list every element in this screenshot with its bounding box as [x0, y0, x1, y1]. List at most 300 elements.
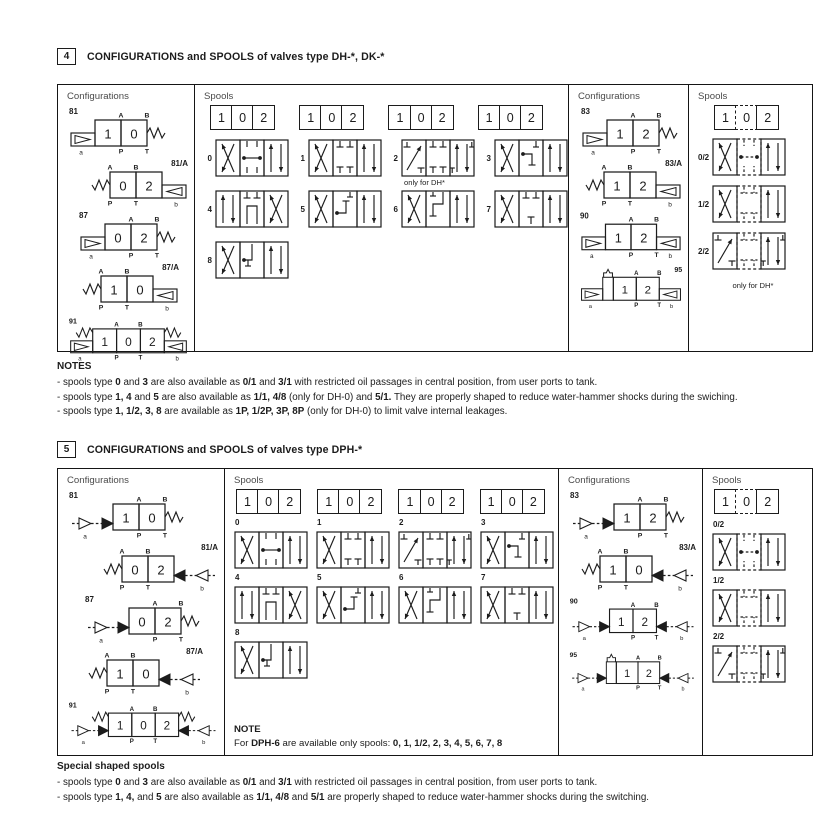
position-cell: 2	[520, 105, 543, 130]
position-cell: 0	[338, 489, 361, 514]
spool-item-6	[390, 190, 475, 228]
svg-text:B: B	[654, 601, 659, 609]
svg-text:1: 1	[613, 178, 621, 194]
spool-item-5	[297, 190, 382, 228]
position-cell: 1	[299, 105, 322, 130]
position-cell: 2	[252, 105, 275, 130]
spool-item-1-2	[698, 185, 808, 223]
section5-right-spools-title: Spools	[712, 475, 742, 486]
spool-item-2-2	[698, 232, 808, 270]
valve-config-90	[568, 593, 698, 645]
svg-text:A: A	[119, 548, 125, 556]
valve-config-diagram	[568, 489, 690, 541]
svg-text:91: 91	[68, 700, 77, 710]
section5-note-title: NOTE	[234, 724, 261, 736]
spool-number: 0	[207, 153, 212, 163]
svg-text:P: P	[630, 634, 636, 642]
svg-text:a: a	[81, 740, 85, 747]
svg-text:P: P	[104, 688, 109, 696]
spool-number: 2/2	[713, 632, 725, 641]
section5-header	[57, 441, 362, 458]
note-text-run: 3/1	[278, 777, 292, 788]
spool-symbol-diagram	[712, 185, 786, 223]
spool-symbol-diagram	[494, 139, 568, 177]
position-cell: 2	[522, 489, 545, 514]
svg-text:A: A	[107, 164, 113, 172]
valve-config-diagram	[579, 105, 683, 157]
svg-text:a: a	[581, 686, 585, 693]
svg-text:P: P	[630, 148, 636, 156]
valve-config-81-A	[67, 541, 220, 593]
spool-note: only for DH*	[404, 178, 445, 187]
valve-config-83	[578, 105, 684, 157]
svg-text:T: T	[657, 685, 662, 692]
spool-item-2	[398, 518, 472, 569]
svg-text:b: b	[668, 201, 672, 209]
svg-text:a: a	[83, 533, 87, 541]
position-cell: 2	[278, 489, 301, 514]
spool-number: 6	[399, 573, 404, 582]
note-text-run: 3	[142, 777, 148, 788]
note-text-run: (only for DH-0) to limit valve internal leakages.	[304, 406, 508, 418]
note-line	[57, 776, 815, 791]
svg-text:1: 1	[624, 668, 631, 681]
svg-text:0: 0	[113, 230, 122, 246]
svg-text:0: 0	[137, 614, 146, 630]
svg-text:B: B	[144, 112, 150, 120]
svg-text:T: T	[130, 688, 135, 696]
svg-text:a: a	[98, 637, 103, 645]
position-cell: 0	[735, 489, 758, 514]
note-text-run: 3	[142, 377, 148, 388]
spool-item-8	[204, 241, 289, 279]
valve-config-diagram	[580, 157, 684, 209]
note-text-run: 1, 4,	[115, 791, 135, 803]
spool-item-5	[316, 573, 390, 624]
position-cell: 1	[398, 489, 421, 514]
note-line	[57, 791, 815, 806]
svg-text:A: A	[630, 112, 636, 120]
svg-text:1: 1	[109, 282, 118, 298]
svg-text:83/A: 83/A	[665, 159, 682, 168]
position-cell: 0	[501, 489, 524, 514]
section5-spools-column	[224, 469, 558, 755]
svg-text:a: a	[589, 253, 594, 261]
note-text-run: - spools type	[57, 406, 116, 418]
section4-number-box: 4	[57, 48, 76, 65]
svg-text:P: P	[634, 302, 639, 309]
svg-text:a: a	[88, 253, 93, 261]
spool-item-3	[480, 518, 554, 569]
spool-number: 0/2	[698, 152, 710, 162]
valve-config-87	[67, 593, 220, 645]
svg-text:b: b	[681, 686, 685, 693]
section4-left-configs	[67, 105, 190, 365]
svg-text:83: 83	[581, 107, 590, 116]
spool-row	[204, 190, 564, 228]
spool-symbol-diagram	[712, 533, 786, 571]
svg-text:2: 2	[149, 334, 156, 349]
spool-item-0	[234, 518, 308, 569]
svg-text:0: 0	[119, 178, 127, 194]
note-text-run: and	[256, 377, 279, 388]
spool-row	[234, 628, 554, 679]
svg-text:0: 0	[141, 666, 150, 682]
svg-text:A: A	[118, 112, 124, 120]
svg-text:0: 0	[135, 282, 144, 298]
svg-text:T: T	[138, 354, 143, 362]
svg-text:91: 91	[68, 316, 77, 326]
svg-text:2: 2	[163, 614, 172, 630]
valve-config-81	[67, 489, 220, 541]
spool-row	[204, 139, 564, 187]
valve-config-95	[578, 261, 684, 313]
note-text-run: with restricted oil passages in central position, from user ports to tank.	[291, 377, 598, 388]
valve-config-83-A	[568, 541, 698, 593]
svg-text:B: B	[162, 496, 168, 504]
section5-left-configs	[67, 489, 220, 749]
svg-text:P: P	[636, 685, 640, 692]
svg-text:0: 0	[148, 510, 156, 526]
spool-item-1	[316, 518, 390, 569]
svg-text:2: 2	[139, 230, 148, 246]
svg-text:P: P	[601, 200, 607, 208]
section5-number-box: 5	[57, 441, 76, 458]
svg-text:A: A	[104, 652, 109, 660]
svg-text:a: a	[582, 636, 586, 643]
svg-text:B: B	[124, 268, 129, 276]
svg-text:1: 1	[621, 284, 629, 297]
svg-text:0: 0	[140, 719, 147, 733]
svg-text:0: 0	[131, 562, 139, 578]
spool-symbol-diagram	[234, 531, 308, 569]
spool-number: 8	[207, 255, 212, 265]
note-text-run: For	[234, 738, 252, 750]
note-text-run: 0, 1, 1/2, 2, 3, 4, 5, 6, 7, 8	[392, 738, 503, 750]
position-cell: 1	[210, 105, 233, 130]
section4-panel	[57, 84, 813, 363]
svg-text:P: P	[118, 148, 124, 156]
svg-text:1: 1	[115, 666, 124, 682]
note-text-run: - spools type	[57, 791, 116, 803]
note-line	[57, 376, 815, 391]
spool-symbol-diagram	[215, 190, 289, 228]
svg-text:T: T	[663, 532, 669, 540]
svg-text:b: b	[680, 636, 684, 643]
spool-symbol-diagram	[401, 190, 475, 228]
spool-number: 6	[393, 204, 398, 214]
svg-text:A: A	[630, 601, 636, 609]
position-cell: 2	[359, 489, 382, 514]
spool-symbol-diagram	[398, 531, 472, 569]
note-text-run: are also available as	[158, 391, 254, 403]
svg-text:B: B	[154, 216, 159, 224]
spool-item-0	[204, 139, 289, 177]
spool-symbol-diagram	[308, 190, 382, 228]
spool-number: 1	[300, 153, 305, 163]
svg-text:B: B	[152, 705, 158, 713]
valve-config-diagram	[67, 313, 190, 365]
note-text-run: and	[131, 391, 154, 403]
svg-text:83/A: 83/A	[679, 543, 696, 552]
position-cell: 0	[410, 105, 433, 130]
valve-config-83	[568, 489, 698, 541]
position-header-102	[478, 105, 543, 130]
position-cell: 0	[420, 489, 443, 514]
section5-right-spools-column	[702, 469, 812, 755]
svg-text:P: P	[136, 532, 142, 540]
svg-text:A: A	[114, 321, 119, 329]
svg-text:T: T	[154, 252, 159, 260]
spool-symbol-diagram	[316, 586, 390, 624]
svg-text:b: b	[200, 585, 204, 593]
svg-text:1: 1	[116, 719, 124, 733]
valve-config-81	[67, 105, 190, 157]
spool-number: 2	[393, 153, 398, 163]
svg-text:B: B	[145, 548, 151, 556]
valve-config-90	[578, 209, 684, 261]
svg-text:B: B	[130, 652, 135, 660]
note-text-run: 1, 1/2, 3, 8	[115, 406, 162, 418]
position-header-102	[398, 489, 463, 514]
svg-text:a: a	[79, 149, 83, 157]
spool-row	[234, 518, 554, 569]
valve-config-diagram	[98, 541, 220, 593]
svg-text:T: T	[654, 634, 659, 642]
svg-text:A: A	[98, 268, 103, 276]
spool-number: 3	[481, 518, 486, 527]
svg-text:2: 2	[644, 284, 651, 297]
svg-text:2: 2	[641, 615, 649, 629]
section4-notes-lines	[57, 376, 815, 420]
svg-text:T: T	[133, 200, 139, 208]
svg-text:B: B	[657, 271, 662, 278]
svg-text:T: T	[627, 200, 633, 208]
valve-config-diagram	[576, 541, 698, 593]
spool-symbol-diagram	[712, 589, 786, 627]
spool-symbol-diagram	[712, 645, 786, 683]
svg-text:P: P	[98, 304, 103, 312]
svg-text:0: 0	[635, 562, 643, 578]
valve-config-83-A	[578, 157, 684, 209]
position-cell: 2	[756, 105, 779, 130]
section5-right-position-header	[712, 489, 808, 514]
note-text-run: 5/1.	[375, 391, 392, 403]
svg-text:A: A	[152, 600, 157, 608]
valve-config-diagram	[568, 645, 698, 697]
position-cell: 0	[320, 105, 343, 130]
spool-symbol-diagram	[308, 139, 382, 177]
svg-text:B: B	[663, 496, 669, 504]
note-text-run: 1/1, 4/8	[253, 391, 287, 403]
svg-text:87/A: 87/A	[185, 647, 203, 656]
spool-item-8	[234, 628, 308, 679]
svg-text:B: B	[654, 216, 659, 224]
valve-config-91	[67, 313, 190, 365]
svg-text:1: 1	[614, 230, 622, 246]
svg-text:A: A	[635, 655, 641, 662]
svg-text:A: A	[597, 548, 603, 556]
svg-text:1: 1	[104, 126, 112, 142]
spool-number: 1/2	[713, 576, 725, 585]
note-text-run: 5	[153, 391, 159, 403]
note-text-run: - spools type	[57, 377, 116, 388]
section5-bottom-notes-title: Special shaped spools	[57, 761, 165, 772]
svg-text:P: P	[107, 200, 113, 208]
svg-text:P: P	[128, 252, 133, 260]
svg-text:P: P	[114, 354, 119, 362]
svg-text:a: a	[591, 149, 595, 157]
position-header-102	[317, 489, 382, 514]
note-text-run: are also available as	[147, 377, 243, 388]
spool-number: 1	[317, 518, 322, 527]
svg-text:T: T	[656, 148, 662, 156]
spool-number: 2/2	[698, 246, 710, 256]
note-text-run: 3/1	[278, 377, 292, 388]
section5-left-configs-column	[58, 469, 224, 755]
svg-text:1: 1	[122, 510, 130, 526]
section5-right-spools	[712, 520, 808, 688]
spool-symbol-diagram	[480, 531, 554, 569]
section4-notes-title: NOTES	[57, 361, 92, 372]
svg-text:b: b	[678, 585, 682, 593]
svg-text:A: A	[601, 164, 607, 172]
note-text-run: 5/1	[310, 791, 325, 803]
svg-text:B: B	[133, 164, 139, 172]
spool-number: 1/2	[698, 199, 710, 209]
spool-number: 4	[235, 573, 240, 582]
svg-text:2: 2	[163, 719, 171, 733]
spool-number: 7	[486, 204, 491, 214]
svg-text:A: A	[129, 705, 135, 713]
section5-right-configs-column	[558, 469, 702, 755]
section4-left-configs-column	[58, 85, 194, 363]
valve-config-87-A	[67, 261, 190, 313]
note-text-run: 0/1	[242, 777, 257, 788]
spool-symbol-diagram	[215, 241, 289, 279]
spool-item-2-2	[712, 632, 808, 683]
svg-text:2: 2	[645, 668, 652, 681]
spool-number: 2	[399, 518, 404, 527]
note-text-run: 0	[115, 377, 121, 388]
svg-text:0: 0	[130, 126, 138, 142]
position-cell: 2	[341, 105, 364, 130]
section5-note-line	[234, 737, 554, 751]
svg-text:T: T	[178, 636, 183, 644]
svg-text:P: P	[628, 252, 634, 260]
valve-config-87-A	[67, 645, 220, 697]
svg-text:T: T	[623, 584, 629, 592]
section5-position-headers	[234, 489, 554, 514]
valve-config-diagram	[67, 489, 189, 541]
section5-spools-grid	[234, 518, 554, 683]
valve-config-95	[568, 645, 698, 697]
svg-text:87: 87	[78, 211, 88, 220]
svg-text:b: b	[174, 201, 178, 209]
note-text-run: 5	[156, 791, 162, 803]
svg-text:90: 90	[579, 211, 589, 221]
svg-text:b: b	[670, 303, 674, 310]
svg-text:1: 1	[616, 126, 624, 142]
spool-number: 5	[300, 204, 305, 214]
spool-number: 0/2	[713, 520, 725, 529]
spool-number: 7	[481, 573, 486, 582]
section4-right-spools-note: only for DH*	[732, 281, 774, 290]
spool-symbol-diagram	[494, 190, 568, 228]
position-cell: 1	[714, 105, 737, 130]
section4-header	[57, 48, 384, 65]
section5-left-configs-title: Configurations	[67, 475, 129, 486]
svg-text:90: 90	[569, 596, 578, 606]
svg-text:P: P	[129, 738, 134, 746]
svg-text:87: 87	[84, 595, 94, 604]
svg-text:T: T	[654, 252, 659, 260]
svg-text:81: 81	[69, 491, 78, 500]
section4-right-spools-column	[688, 85, 812, 351]
svg-text:81/A: 81/A	[201, 543, 218, 552]
position-cell: 1	[236, 489, 259, 514]
svg-text:2: 2	[157, 562, 165, 578]
spool-symbol-diagram	[712, 232, 786, 270]
section5-title: CONFIGURATIONS and SPOOLS of valves type DPH-*	[87, 443, 363, 456]
note-text-run: and	[289, 791, 311, 803]
note-text-run: are also available as	[147, 777, 243, 788]
svg-text:A: A	[128, 216, 133, 224]
svg-text:1: 1	[609, 562, 617, 578]
note-text-run: and	[256, 777, 279, 788]
svg-text:T: T	[145, 584, 151, 592]
section5-spools-title: Spools	[234, 475, 264, 486]
note-text-run: are available only spools:	[279, 738, 393, 750]
svg-text:A: A	[136, 496, 142, 504]
position-cell: 1	[480, 489, 503, 514]
svg-text:B: B	[627, 164, 633, 172]
section4-left-configs-title: Configurations	[67, 91, 129, 102]
svg-text:P: P	[597, 584, 603, 592]
position-header-102	[480, 489, 545, 514]
section4-right-position-header	[698, 105, 808, 130]
valve-config-81-A	[67, 157, 190, 209]
svg-text:B: B	[623, 548, 629, 556]
spool-symbol-diagram	[712, 138, 786, 176]
position-cell: 1	[478, 105, 501, 130]
svg-text:B: B	[138, 321, 143, 329]
valve-config-87	[67, 209, 190, 261]
section4-right-spools-title: Spools	[698, 91, 728, 102]
valve-config-diagram	[83, 593, 205, 645]
note-text-run: and	[134, 791, 157, 803]
note-text-run: are also available as	[161, 791, 257, 803]
position-cell: 0	[257, 489, 280, 514]
position-header-102	[714, 105, 779, 130]
svg-text:T: T	[153, 738, 158, 746]
svg-text:A: A	[637, 496, 643, 504]
position-cell: 1	[714, 489, 737, 514]
svg-text:P: P	[119, 584, 125, 592]
spool-number: 4	[207, 204, 212, 214]
note-text-run: and	[120, 777, 143, 788]
section5-bottom-notes-lines	[57, 776, 815, 805]
section5-panel	[57, 468, 813, 756]
svg-text:B: B	[657, 655, 662, 662]
spool-item-1-2	[712, 576, 808, 627]
section4-right-configs-column	[568, 85, 688, 351]
spool-item-1	[297, 139, 382, 177]
spool-number: 5	[317, 573, 322, 582]
note-text-run: 1, 4	[115, 391, 132, 403]
svg-text:0: 0	[125, 334, 132, 349]
section4-spools-title: Spools	[204, 91, 234, 102]
